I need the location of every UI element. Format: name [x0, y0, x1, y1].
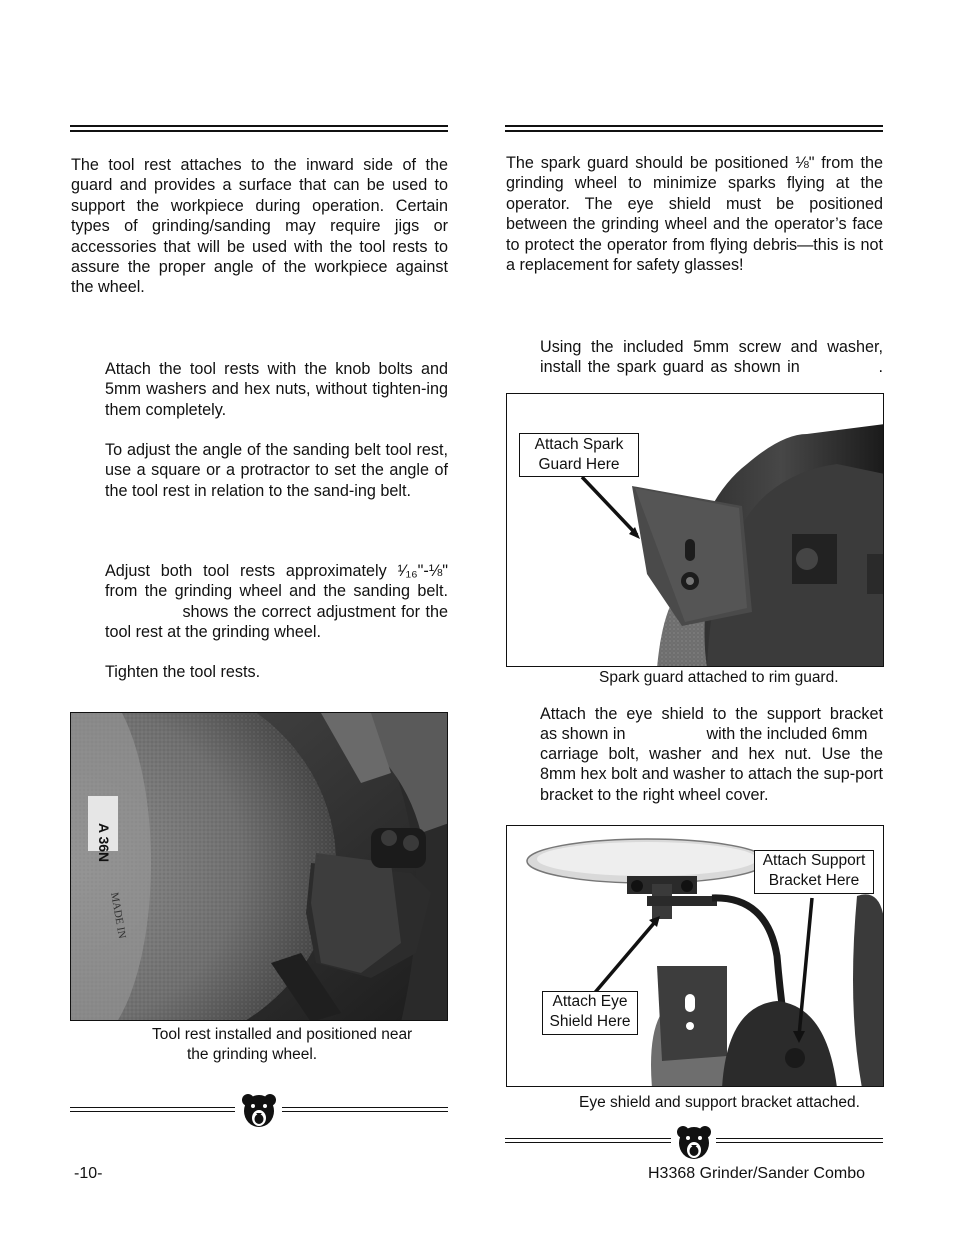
left-step-3 [105, 561, 448, 643]
right-step-1-text-b: . [878, 358, 883, 377]
photo-label-a36: A 36N [96, 823, 112, 863]
left-header-rule [70, 125, 448, 132]
right-step-2-text-b: with the included 6mm [706, 725, 868, 743]
right-footer-rule-left [505, 1138, 671, 1143]
left-step-2: To adjust the angle of the sanding belt tool rest, use a square or a protractor to set the angle of the tool rest in relation to the sand-ing belt. [105, 441, 448, 500]
tool-rest-caption-line-2: the grinding wheel. [187, 1046, 318, 1063]
left-step-3-text-a: Adjust both tool rests approximately ¹⁄₁₆"-⅛" from the grinding wheel and the sanding belt. [105, 562, 448, 601]
callout-eye-line-1: Attach Eye [552, 993, 628, 1010]
left-footer-rule-left [70, 1107, 235, 1112]
photo-label-made: MADE IN [108, 891, 128, 940]
page-number: -10- [74, 1165, 103, 1182]
callout-eye-line-2: Shield Here [549, 1013, 631, 1030]
callout-support-line-2: Bracket Here [768, 872, 860, 889]
right-footer-rule-right [716, 1138, 883, 1143]
left-step-4: Tighten the tool rests. [105, 663, 261, 681]
left-intro-paragraph: The tool rest attaches to the inward side of the guard and provides a surface that can be used to support the workpiece during operation. Certain types of grinding/sanding may require jigs or accessories that will be used with the tool rests to assure the proper angle of the workpiece against the wheel. [71, 156, 448, 297]
bear-logo-icon [240, 1092, 278, 1130]
spark-guard-caption: Spark guard attached to rim guard. [599, 669, 839, 686]
left-step-1: Attach the tool rests with the knob bolts and 5mm washers and hex nuts, without tighten-ing them completely. [105, 360, 448, 419]
model-name: H3368 Grinder/Sander Combo [648, 1165, 866, 1182]
callout-spark-line-2: Guard Here [538, 456, 620, 473]
right-step-2-text-a: as shown in [540, 725, 626, 743]
right-intro-paragraph: The spark guard should be positioned ⅛" from the grinding wheel to minimize sparks flying at the operator. The eye shield must be positioned between the grinding wheel and the operator’s face to protect the operator from flying debris—this is not a replacement for safety glasses! [506, 154, 883, 275]
right-step-1 [540, 337, 883, 378]
tool-rest-photo [70, 712, 448, 1021]
right-step-2-line-1: Attach the eye shield to the support bracket [540, 705, 883, 723]
left-footer-rule-right [282, 1107, 448, 1112]
left-step-3-text-b: shows the correct adjustment for the tool rest at the grinding wheel. [105, 602, 449, 642]
callout-support-line-1: Attach Support [762, 852, 866, 869]
tool-rest-caption-line-1: Tool rest installed and positioned near [152, 1026, 413, 1043]
tool-rest-photo-image [71, 713, 448, 1021]
eye-shield-caption: Eye shield and support bracket attached. [579, 1094, 860, 1111]
bear-logo-icon [675, 1124, 713, 1162]
right-step-2-rest: carriage bolt, washer and hex nut. Use the 8mm hex bolt and washer to attach the sup-port bracket to the right wheel cover. [540, 745, 883, 804]
attach-support-bracket-callout [754, 850, 874, 894]
attach-spark-guard-callout [519, 433, 639, 477]
callout-spark-line-1: Attach Spark [534, 436, 624, 453]
right-header-rule [505, 125, 883, 132]
right-step-1-text-a: Using the included 5mm screw and washer, install the spark guard as shown in [540, 338, 883, 377]
attach-eye-shield-callout [542, 991, 638, 1035]
right-step-2-line-2 [540, 724, 883, 744]
